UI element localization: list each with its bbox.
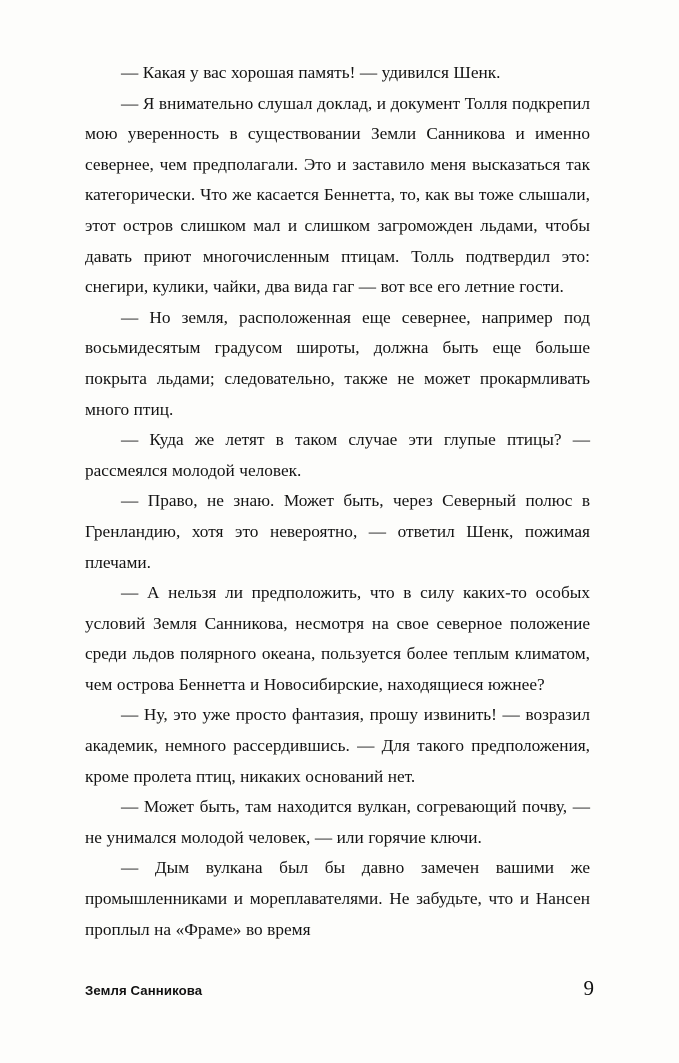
paragraph: — А нельзя ли предположить, что в силу каких-то особых условий Земля Санникова, несмотря на свое северное положение среди льдов полярного океана, пользуется более теплым климатом, чем острова Беннетта и Новосибирские, находящиеся южнее? [85, 583, 590, 694]
page-number: 9 [583, 976, 594, 1000]
paragraph: — Куда же летят в таком случае эти глупые птицы? — рассмеялся молодой человек. [85, 430, 590, 480]
page-text-body [85, 58, 590, 945]
paragraph: — Дым вулкана был бы давно замечен вашими же промышленниками и мореплавателями. Не забудьте, что и Нансен проплыл на «Фраме» во время [85, 858, 590, 939]
paragraph: — Право, не знаю. Может быть, через Северный полюс в Гренландию, хотя это невероятно, — ответил Шенк, пожимая плечами. [85, 491, 590, 572]
paragraph: — Но земля, расположенная еще севернее, например под восьмидесятым градусом широты, должна быть еще больше покрыта льдами; следовательно, также не может прокармливать много птиц. [85, 307, 590, 419]
paragraph: — Я внимательно слушал доклад, и документ Толля подкрепил мою уверенность в существовании Земли Санникова и именно севернее, чем предполагали. Это и заставило меня высказаться так категорически. Что же касается Беннетта, то, как вы тоже слышали, этот остров слишком мал и слишком загроможден льдами, чтобы давать приют многочисленным птицам. Толль подтвердил это: снегири, кулики, чайки, два вида гаг — вот все его летние гости. [85, 93, 590, 297]
running-title: Земля Санникова [85, 983, 203, 998]
paragraph: — Ну, это уже просто фантазия, прошу извинить! — возразил академик, немного рассердившись. — Для такого предположения, кроме пролета птиц, никаких оснований нет. [85, 705, 590, 786]
paragraph: — Может быть, там находится вулкан, согревающий почву, — не унимался молодой человек, — или горячие ключи. [85, 797, 590, 847]
paragraph: — Какая у вас хорошая память! — удивился Шенк. [121, 63, 501, 82]
page-footer [85, 976, 594, 1001]
